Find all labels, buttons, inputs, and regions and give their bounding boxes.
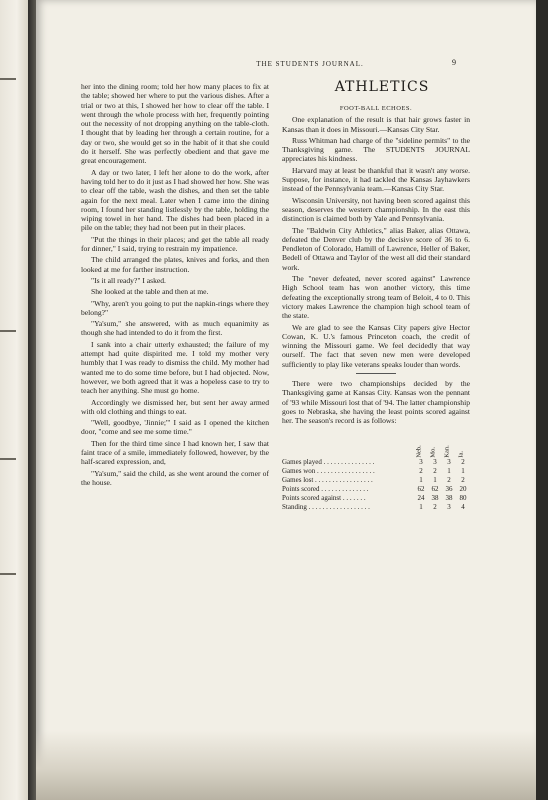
table-row [282, 458, 470, 467]
table-row [282, 467, 470, 476]
book-gutter [28, 0, 36, 800]
paragraph: The "never defeated, never scored against" Lawrence High School team has won another victory, this time defeating the exceptionally strong team of Beloit, 4 to 0. This victory makes Lawrence the champion high school team of the state. [282, 274, 470, 321]
cell: 4 [461, 502, 465, 511]
adjacent-page-edge [0, 0, 29, 800]
cell: 2 [433, 466, 437, 475]
page-edge-mark [0, 573, 16, 575]
row-label: Games played . . . . . . . . . . . . . . . [282, 457, 375, 466]
table-row [282, 503, 470, 512]
row-label: Games won . . . . . . . . . . . . . . . . . [282, 466, 375, 475]
cell: 20 [459, 484, 467, 493]
cell: 2 [447, 475, 451, 484]
table-header-row [282, 428, 470, 458]
paragraph: I sank into a chair utterly exhausted; the failure of my attempt had quite dispirited me. I told my mother very humbly that I was ready to dismiss the child. My mother had wanted me to do some time before, but I had objected. Now, however, we both agreed that it was a hopeless case to try to teach her anything. She must go home. [81, 339, 269, 396]
paragraph: "Ya'sum," she answered, with as much equanimity as though she had intended to do it from the first. [81, 319, 269, 338]
paragraph: Then for the third time since I had known her, I saw that faint trace of a smile, immediately followed, however, by the half-scared expression, and, [81, 438, 269, 467]
cell: 3 [447, 502, 451, 511]
paragraph: The child arranged the plates, knives and forks, and then looked at me for farther instruction. [81, 255, 269, 274]
cell: 3 [447, 457, 451, 466]
cell: 1 [447, 466, 451, 475]
scan-background-edge [536, 0, 548, 800]
row-label: Points scored . . . . . . . . . . . . . . [282, 484, 369, 493]
table-row [282, 485, 470, 494]
table-row [282, 476, 470, 485]
column-header: Ia. [457, 451, 465, 458]
page-edge-mark [0, 78, 16, 80]
section-divider [356, 373, 396, 374]
paragraph: "Ya'sum," said the child, as she went around the corner of the house. [81, 468, 269, 487]
cell: 62 [417, 484, 425, 493]
cell: 24 [417, 493, 425, 502]
paragraph: A day or two later, I left her alone to do the work, after having told her to do it just as I had showed her how. She was to clear off the table, wash the dishes, and then set the table again for the next meal. Later when I came into the dining room, I found her standing listlessly by the table, holding the wiping towel in her hand. The dishes had been placed in a pile on the table; they had not been put in their places. [81, 167, 269, 233]
paragraph: Wisconsin University, not having been scored against this season, deserves the western championship. In the east this distinction is claimed both by Yale and Pennsylvania. [282, 195, 470, 224]
cell: 2 [461, 475, 465, 484]
cell: 3 [433, 457, 437, 466]
table-corner [282, 428, 414, 458]
cell: 36 [445, 484, 453, 493]
paragraph: "Well, goodbye, 'Jinnie;'" I said as I opened the kitchen door, "come and see me some time." [81, 418, 269, 437]
page-edge-mark [0, 330, 16, 332]
left-column [81, 82, 269, 489]
paragraph: She looked at the table and then at me. [91, 287, 209, 297]
cell: 2 [461, 457, 465, 466]
paragraph: One explanation of the result is that hair grows faster in Kansas than it does in Missouri.—Kansas City Star. [282, 115, 470, 134]
cell: 2 [433, 502, 437, 511]
running-header: THE STUDENTS JOURNAL. [256, 60, 364, 68]
page-edge-mark [0, 458, 16, 460]
cell: 80 [459, 493, 467, 502]
subheading: FOOT-BALL ECHOES. [339, 105, 413, 112]
season-record-table [282, 428, 470, 512]
cell: 1 [433, 475, 437, 484]
column-header: Mo. [429, 447, 437, 458]
page-number: 9 [452, 58, 456, 67]
cell: 38 [431, 493, 439, 502]
paragraph: Russ Whitman had charge of the "sideline permits" to the Thanksgiving game. The STUDENTS JOURNAL appreciates his kindness. [282, 135, 470, 164]
cell: 3 [419, 457, 423, 466]
paragraph: There were two championships decided by the Thanksgiving game at Kansas City. Kansas won the pennant of '93 while Missouri lost that of '94. The latter championship goes to Nebraska, she having the least points scored against her. The season's record is as follows: [282, 379, 470, 426]
column-header: Neb. [415, 445, 423, 458]
cell: 1 [419, 502, 423, 511]
right-column [282, 104, 470, 512]
cell: 1 [419, 475, 423, 484]
row-label: Games lost . . . . . . . . . . . . . . . . . [282, 475, 373, 484]
paragraph: "Why, aren't you going to put the napkin-rings where they belong?" [81, 298, 269, 317]
row-label: Points scored against . . . . . . . [282, 493, 366, 502]
section-title: ATHLETICS [334, 79, 430, 95]
paragraph: We are glad to see the Kansas City papers give Hector Cowan, K. U.'s famous Princeton coach, the credit of winning the Missouri game. We feel decidedly that way ourself. The fact that seven new men were developed sufficiently to play like veterans speaks louder than words. [282, 322, 470, 369]
cell: 38 [445, 493, 453, 502]
page-shadow [36, 730, 536, 800]
column-header: Kan. [443, 445, 451, 458]
paragraph: The "Baldwin City Athletics," alias Baker, alias Ottawa, defeated the Denver club by the decisive score of 36 to 6. Pendleton of Colorado, Hamill of Lawrence, Heller of Baker, Bedell of Ottawa and Taylor of the west all did their standard work. [282, 225, 470, 272]
paragraph: her into the dining room; told her how many places to fix at the table; showed her where to put the various dishes. After a trial or two at this, I showed her how to clear off the table. I went through the whole process with her, frequently pointing out the necessity of not dropping anything on the table-cloth. I thought that by leading her through a certain routine, for a day or two, she would get so in the habit of it that she could do it herself. She was perfectly obedient and that gave me great encouragement. [81, 82, 269, 166]
paragraph: Harvard may at least be thankful that it wasn't any worse. Suppose, for instance, it had tackled the Kansas Jayhawkers instead of the Pennsylvania team.—Kansas City Star. [282, 165, 470, 194]
cell: 2 [419, 466, 423, 475]
paragraph: "Put the things in their places; and get the table all ready for dinner," I said, trying to restrain my impatience. [81, 234, 269, 254]
table-row [282, 494, 470, 503]
cell: 1 [461, 466, 465, 475]
cell: 62 [431, 484, 439, 493]
paragraph: "Is it all ready?" I asked. [91, 275, 166, 285]
paragraph: Accordingly we dismissed her, but sent her away armed with old clothing and things to eat. [81, 397, 269, 416]
row-label: Standing . . . . . . . . . . . . . . . . . . [282, 502, 370, 511]
